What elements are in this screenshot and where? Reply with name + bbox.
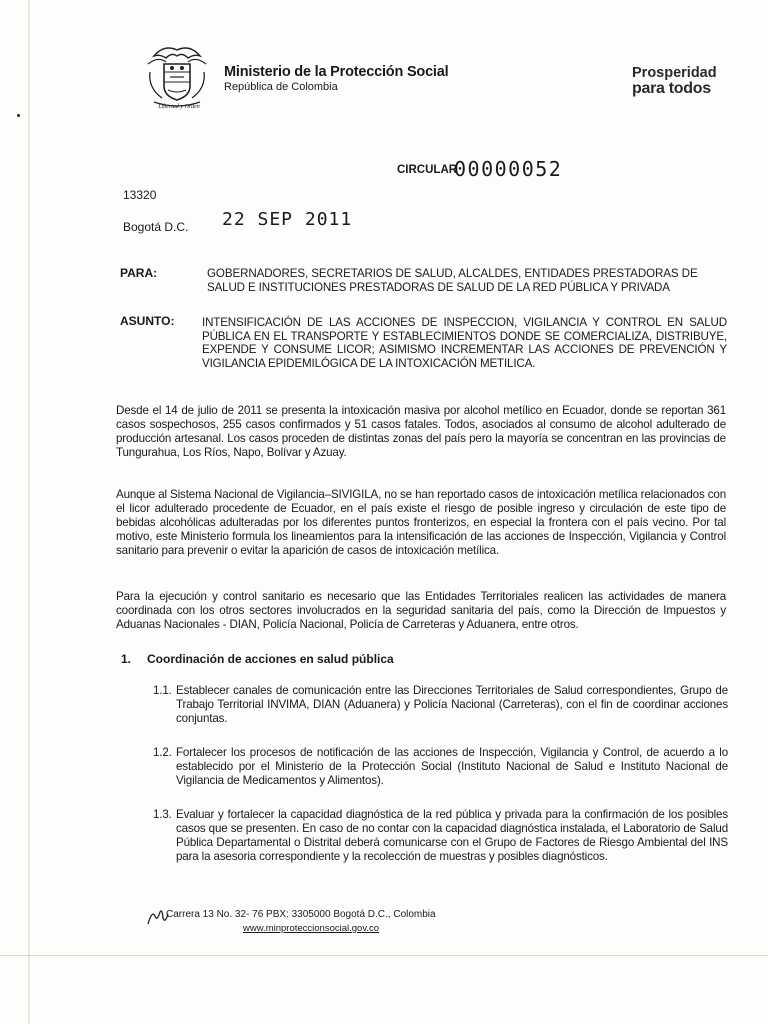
crest-caption: Libertad y Orden	[158, 104, 200, 110]
item-number: 1.1.	[153, 684, 172, 697]
section-1-title: Coordinación de acciones en salud pública	[147, 652, 394, 666]
footer-website-link[interactable]: www.minproteccionsocial.gov.co	[243, 923, 380, 934]
item-text: Establecer canales de comunicación entre las Direcciones Territoriales de Salud correspondientes, Grupo de Trabajo Territorial INVIMA, DIAN (Aduanera) y Policía Nacional (Carreteras), con el fin de coordinar acciones conjuntas.	[176, 684, 728, 725]
footer-address: Carrera 13 No. 32- 76 PBX: 3305000 Bogotá D.C., Colombia	[166, 909, 436, 920]
body-paragraph-1: Desde el 14 de julio de 2011 se presenta la intoxicación masiva por alcohol metílico en Ecuador, donde se reportan 361 casos sospechosos, 255 casos confirmados y 51 casos fatales. Todos, asociados al consumo de alcohol adulterado de producción artesanal. Los casos proceden de distintas zonas del país pero la mayoría se concentran en las provincias de Tungurahua, Los Ríos, Napo, Bolívar y Azuay.	[116, 404, 726, 459]
body-paragraph-2: Aunque al Sistema Nacional de Vigilancia–SIVIGILA, no se han reportado casos de intoxicación metílica relacionados con el licor adulterado procedente de Ecuador, en el país existe el riesgo de posible ingreso y circulación de este tipo de bebidas alcohólicas adulteradas por los diferentes puntos fronterizos, en especial la frontera con el país vecino. Por tal motivo, este Ministerio formula los lineamientos para la intensificación de las acciones de Inspección, Vigilancia y Control sanitario para prevenir o evitar la aparición de casos de intoxicación metílica.	[116, 488, 726, 557]
section-item	[153, 808, 728, 864]
para-label: PARA:	[120, 266, 158, 280]
ministry-name: Ministerio de la Protección Social	[224, 64, 449, 80]
para-line-2: SALUD E INSTITUCIONES PRESTADORAS DE SALUD DE LA RED PÚBLICA Y PRIVADA	[207, 281, 670, 294]
reference-code: 13320	[123, 188, 157, 202]
item-number: 1.3.	[153, 808, 172, 821]
scan-edge	[28, 0, 30, 1024]
asunto-text: INTENSIFICACIÓN DE LAS ACCIONES DE INSPECCION, VIGILANCIA Y CONTROL EN SALUD PÚBLICA EN EL TRANSPORTE Y ESTABLECIMIENTOS DONDE SE COMERCIALIZA, DISTRIBUYE, EXPENDE Y CONSUME LICOR; ASIMISMO INCREMENTAR LAS ACCIONES DE PREVENCIÓN Y VIGILANCIA EPIDEMILÓGICA DE LA INTOXICACIÓN METILICA.	[202, 316, 727, 370]
date-stamp: 22 SEP 2011	[222, 209, 353, 230]
slogan-line-2: para todos	[632, 80, 711, 97]
coat-of-arms-icon	[144, 42, 210, 112]
item-number: 1.2.	[153, 746, 172, 759]
city: Bogotá D.C.	[123, 220, 189, 234]
scan-speck	[17, 114, 20, 117]
circular-label: CIRCULAR	[397, 164, 458, 176]
item-text: Evaluar y fortalecer la capacidad diagnóstica de la red pública y privada para la confirmación de los posibles casos que se presenten. En caso de no contar con la capacidad diagnóstica instalada, el Laboratorio de Salud Pública Departamental o Distrital deberá comunicarse con el Grupo de Factores de Riesgo Ambiental del INS para la asesoria correspondiente y la recolección de muestras y posibles diagnósticos.	[176, 808, 728, 863]
section-item	[153, 684, 728, 726]
republic-name: República de Colombia	[224, 81, 338, 93]
section-1-heading	[121, 652, 394, 666]
section-1-number: 1.	[121, 652, 132, 666]
asunto-label: ASUNTO:	[120, 314, 175, 328]
slogan-line-1: Prosperidad	[632, 65, 717, 81]
scan-bottom-line	[0, 955, 768, 956]
circular-number: 00000052	[454, 157, 563, 181]
section-item	[153, 746, 728, 788]
item-text: Fortalecer los procesos de notificación de las acciones de Inspección, Vigilancia y Control, de acuerdo a lo establecido por el Ministerio de la Protección Social (Instituto Nacional de Salud e Instituto Nacional de Vigilancia de Medicamentos y Alimentos).	[176, 746, 728, 787]
body-paragraph-3: Para la ejecución y control sanitario es necesario que las Entidades Territoriales realicen las actividades de manera coordinada con los otros sectores involucrados en la seguridad sanitaria del país, como la Dirección de Impuestos y Aduanas Nacionales - DIAN, Policía Nacional, Policía de Carreteras y Aduanera, entre otros.	[116, 590, 726, 631]
government-slogan-logo	[632, 66, 722, 96]
para-line-1: GOBERNADORES, SECRETARIOS DE SALUD, ALCALDES, ENTIDADES PRESTADORAS DE	[207, 267, 698, 280]
